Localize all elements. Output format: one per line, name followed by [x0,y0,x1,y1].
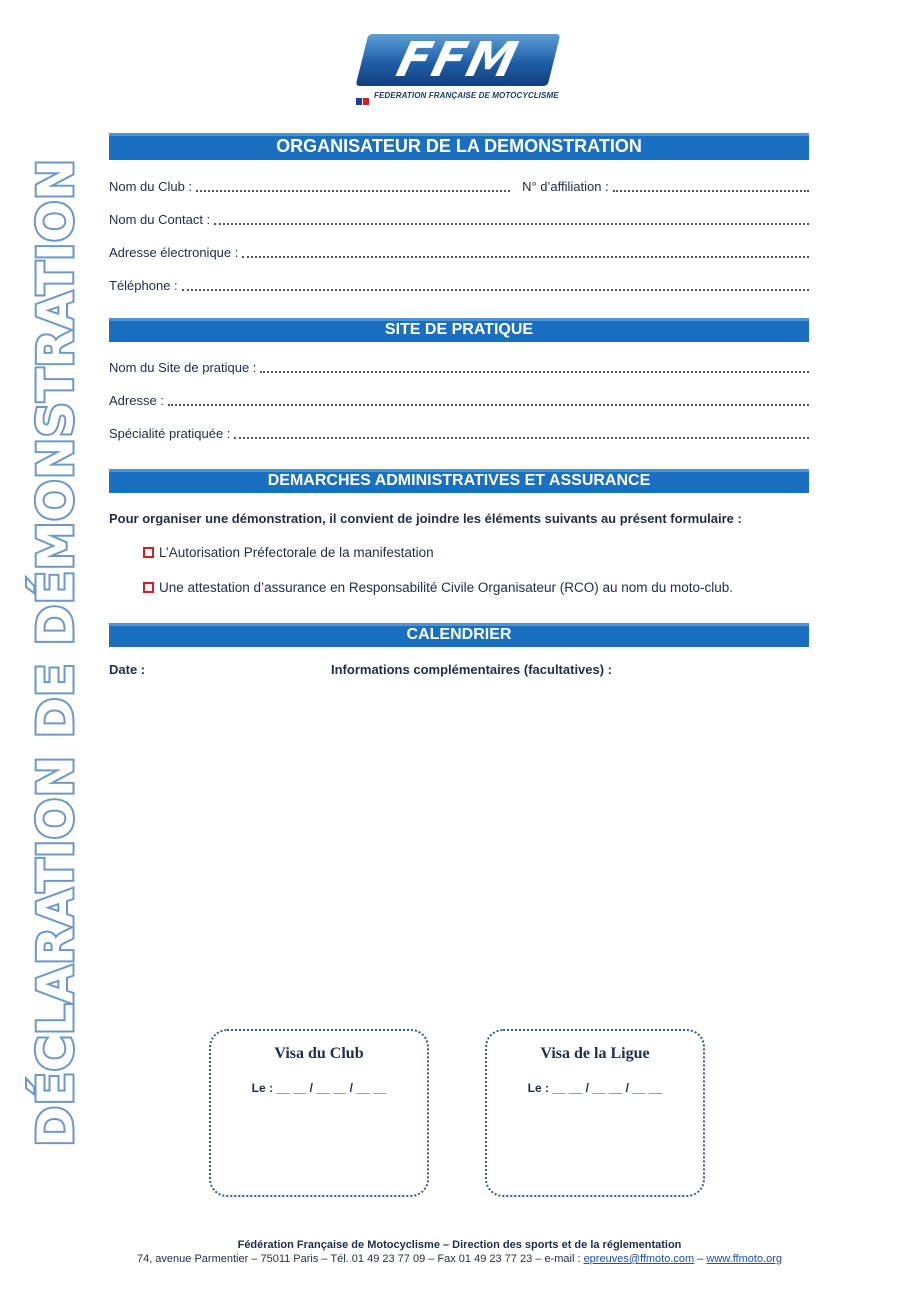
logo-word-text: FFM [391,32,525,88]
checklist-item-assurance [143,580,733,595]
logo-subtitle: FEDERATION FRANÇAISE DE MOTOCYCLISME [374,91,559,100]
visa-ligue-title: Visa de la Ligue [540,1045,650,1062]
visa-club-title: Visa du Club [274,1045,364,1062]
side-title-text: DÉCLARATION DE DÉMONSTRATION [27,158,85,1147]
checkbox-assurance[interactable] [143,582,154,593]
section-header-site: SITE DE PRATIQUE [109,318,809,342]
nom-contact-label: Nom du Contact : [109,212,211,227]
visa-ligue-box[interactable] [485,1029,705,1197]
row-specialite [109,425,809,443]
side-title [24,130,88,1175]
date-label: Date : [109,662,146,677]
section-header-demarches: DEMARCHES ADMINISTRATIVES ET ASSURANCE [109,469,809,493]
row-nom-contact [109,211,809,229]
nom-club-label: Nom du Club : [109,179,193,194]
checklist-item-label: L’Autorisation Préfectorale de la manifestation [159,545,434,560]
row-adresse-electronique [109,244,809,262]
nom-site-label: Nom du Site de pratique : [109,360,257,375]
footer-address: 74, avenue Parmentier – 75011 Paris – Tél. 01 49 23 77 09 – Fax 01 49 23 77 23 – e-mail : [136,1253,584,1265]
specialite-field[interactable] [234,425,809,439]
ffm-logo [350,34,560,102]
adresse-electronique-field[interactable] [242,244,809,258]
nom-contact-field[interactable] [214,211,809,225]
section-header-organisateur: ORGANISATEUR DE LA DEMONSTRATION [109,133,809,160]
footer-email-link[interactable]: epreuves@ffmoto.com [583,1253,695,1265]
specialite-label: Spécialité pratiquée : [109,426,231,441]
demarches-intro: Pour organiser une démonstration, il convient de joindre les éléments suivants au présent formulaire : [109,511,742,526]
info-label: Informations complémentaires (facultatives) : [331,662,613,677]
nom-site-field[interactable] [260,359,809,373]
visa-club-date: Le : __ __ / __ __ / __ __ [251,1081,387,1095]
row-telephone [109,277,809,295]
visa-club-box[interactable] [209,1029,429,1197]
row-nom-site [109,359,809,377]
checklist-item-label: Une attestation d’assurance en Responsabilité Civile Organisateur (RCO) au nom du moto-club. [159,580,734,595]
footer-line-2 [0,1253,919,1265]
footer-separator: – [694,1253,707,1265]
affiliation-field[interactable] [613,178,809,192]
adresse-label: Adresse : [109,393,164,408]
adresse-field[interactable] [168,392,809,406]
row-club-affiliation [109,178,809,196]
section-header-calendrier: CALENDRIER [109,623,809,647]
footer-website-link[interactable]: www.ffmoto.org [706,1253,783,1265]
logo-wordmark [356,34,561,86]
checklist-item-autorisation [143,545,434,560]
affiliation-label: N° d’affiliation : [522,179,609,194]
telephone-label: Téléphone : [109,278,178,293]
footer-line-1: Fédération Française de Motocyclisme – Direction des sports et de la réglementation [237,1239,682,1251]
checkbox-autorisation[interactable] [143,547,154,558]
visa-ligue-date: Le : __ __ / __ __ / __ __ [527,1081,663,1095]
nom-club-field[interactable] [196,178,510,192]
telephone-field[interactable] [182,277,809,291]
row-adresse [109,392,809,410]
adresse-electronique-label: Adresse électronique : [109,245,239,260]
french-flag-icon [356,92,370,99]
